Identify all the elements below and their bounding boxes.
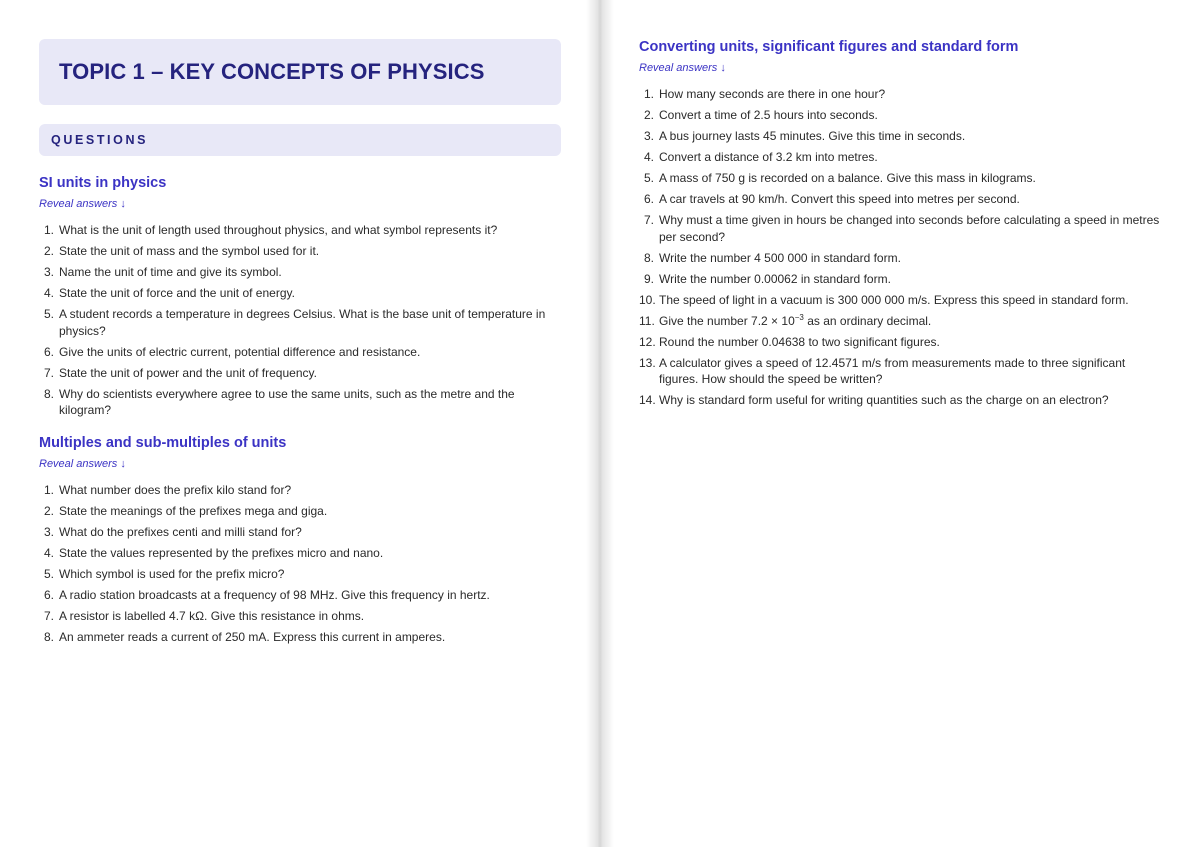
reveal-answers-link[interactable]: Reveal answers ↓ bbox=[639, 62, 726, 74]
question-item bbox=[639, 392, 1161, 409]
question-number: 3. bbox=[43, 265, 54, 279]
question-item bbox=[39, 264, 561, 281]
question-number: 5. bbox=[43, 566, 54, 581]
question-text: What do the prefixes centi and milli stand for? bbox=[59, 524, 302, 539]
question-number: 1. bbox=[43, 482, 54, 497]
section-heading: SI units in physics bbox=[39, 175, 167, 191]
question-text: State the unit of power and the unit of frequency. bbox=[59, 365, 317, 380]
question-number: 10. bbox=[639, 292, 656, 307]
question-number: 11. bbox=[639, 313, 655, 328]
question-text: Convert a time of 2.5 hours into seconds. bbox=[659, 108, 878, 122]
topic-title: TOPIC 1 – KEY CONCEPTS OF PHYSICS bbox=[59, 59, 485, 84]
reveal-answers-link[interactable]: Reveal answers ↓ bbox=[39, 198, 126, 210]
question-text: An ammeter reads a current of 250 mA. Express this current in amperes. bbox=[59, 629, 446, 644]
question-item bbox=[39, 566, 561, 583]
question-number: 6. bbox=[43, 587, 54, 602]
question-item bbox=[39, 482, 561, 499]
section-heading: Converting units, significant figures and standard form bbox=[639, 39, 1019, 55]
question-item bbox=[39, 524, 561, 541]
question-item bbox=[39, 285, 561, 302]
question-list bbox=[639, 86, 1161, 409]
question-text: Why is standard form useful for writing quantities such as the charge on an electron? bbox=[659, 393, 1109, 407]
question-item bbox=[639, 334, 1161, 351]
question-number: 14. bbox=[639, 393, 656, 407]
question-number: 2. bbox=[43, 244, 54, 258]
question-text: Write the number 4 500 000 in standard form. bbox=[659, 250, 901, 265]
question-number: 4. bbox=[43, 286, 54, 300]
question-number: 8. bbox=[643, 250, 654, 265]
questions-banner bbox=[39, 124, 561, 156]
question-list bbox=[39, 222, 561, 419]
question-text: Which symbol is used for the prefix micro? bbox=[59, 566, 285, 581]
section-multiples bbox=[39, 435, 561, 646]
question-text: What is the unit of length used throughout physics, and what symbol represents it? bbox=[59, 223, 498, 237]
question-text-part: as an ordinary decimal. bbox=[803, 313, 932, 328]
section-si-units bbox=[39, 175, 561, 419]
question-text: Name the unit of time and give its symbol. bbox=[59, 265, 282, 279]
question-item bbox=[639, 212, 1161, 245]
question-number: 7. bbox=[643, 213, 654, 227]
questions-label: QUESTIONS bbox=[51, 133, 149, 147]
question-text: A resistor is labelled 4.7 kΩ. Give this resistance in ohms. bbox=[59, 608, 365, 623]
question-text: Write the number 0.00062 in standard form. bbox=[659, 271, 891, 286]
question-item bbox=[639, 292, 1161, 309]
question-list bbox=[39, 482, 561, 646]
question-item bbox=[39, 243, 561, 260]
question-text: A bus journey lasts 45 minutes. Give this time in seconds. bbox=[659, 129, 966, 143]
question-number: 12. bbox=[639, 334, 656, 349]
question-number: 4. bbox=[43, 545, 54, 560]
question-number: 2. bbox=[643, 108, 654, 122]
question-text-part: Give the number 7.2 × 10 bbox=[659, 313, 795, 328]
question-text: A calculator gives a speed of 12.4571 m/s from measurements made to three significant figures. How should the speed be written? bbox=[659, 355, 1126, 386]
question-text: Convert a distance of 3.2 km into metres. bbox=[659, 150, 878, 164]
reveal-answers-link[interactable]: Reveal answers ↓ bbox=[39, 457, 126, 470]
question-number: 7. bbox=[43, 608, 54, 623]
section-heading: Multiples and sub-multiples of units bbox=[39, 434, 287, 451]
question-item bbox=[39, 587, 561, 604]
question-text: What number does the prefix kilo stand for? bbox=[59, 482, 292, 497]
question-text: Why do scientists everywhere agree to use the same units, such as the metre and the kilogram? bbox=[59, 386, 515, 417]
question-text: A mass of 750 g is recorded on a balance. Give this mass in kilograms. bbox=[659, 171, 1036, 185]
question-item bbox=[39, 344, 561, 361]
question-number: 2. bbox=[43, 503, 54, 518]
question-item bbox=[39, 545, 561, 562]
question-number: 5. bbox=[43, 307, 54, 321]
question-item bbox=[639, 271, 1161, 288]
question-number: 1. bbox=[43, 223, 54, 237]
topic-title-box bbox=[39, 39, 561, 105]
question-item bbox=[639, 107, 1161, 124]
question-number: 7. bbox=[43, 365, 54, 380]
question-text: The speed of light in a vacuum is 300 000 000 m/s. Express this speed in standard form. bbox=[659, 292, 1129, 307]
question-text: State the unit of force and the unit of energy. bbox=[59, 286, 295, 300]
question-item bbox=[39, 306, 561, 339]
right-page bbox=[600, 0, 1200, 847]
question-text: State the unit of mass and the symbol used for it. bbox=[59, 244, 320, 258]
question-item bbox=[39, 503, 561, 520]
question-number: 6. bbox=[643, 192, 654, 206]
question-text: Round the number 0.04638 to two significant figures. bbox=[659, 334, 940, 349]
question-item bbox=[639, 355, 1161, 388]
question-item bbox=[639, 170, 1161, 187]
question-number: 5. bbox=[643, 171, 654, 185]
question-item bbox=[39, 386, 561, 419]
question-text bbox=[659, 313, 1161, 330]
question-number: 8. bbox=[43, 629, 54, 644]
question-text: How many seconds are there in one hour? bbox=[659, 87, 886, 101]
question-item bbox=[639, 149, 1161, 166]
question-number: 9. bbox=[643, 271, 654, 286]
question-text: State the values represented by the prefixes micro and nano. bbox=[59, 545, 384, 560]
question-text: Give the units of electric current, potential difference and resistance. bbox=[59, 344, 421, 359]
question-item bbox=[39, 629, 561, 646]
question-item bbox=[639, 191, 1161, 208]
question-item bbox=[639, 86, 1161, 103]
question-item bbox=[39, 222, 561, 239]
question-item bbox=[39, 608, 561, 625]
question-item bbox=[639, 313, 1161, 330]
question-text: Why must a time given in hours be changed into seconds before calculating a speed in metres per second? bbox=[659, 213, 1160, 244]
question-item bbox=[39, 365, 561, 382]
question-number: 8. bbox=[43, 386, 54, 401]
exponent: −3 bbox=[794, 312, 804, 322]
question-number: 4. bbox=[643, 150, 654, 164]
question-text: A radio station broadcasts at a frequency of 98 MHz. Give this frequency in hertz. bbox=[59, 587, 490, 602]
question-number: 13. bbox=[639, 355, 656, 370]
question-item bbox=[639, 128, 1161, 145]
section-converting-units bbox=[639, 39, 1161, 409]
question-text: A car travels at 90 km/h. Convert this speed into metres per second. bbox=[659, 192, 1020, 206]
question-number: 3. bbox=[43, 524, 54, 539]
question-number: 3. bbox=[643, 129, 654, 143]
question-text: A student records a temperature in degrees Celsius. What is the base unit of temperature in physics? bbox=[59, 307, 546, 338]
question-item bbox=[639, 250, 1161, 267]
question-text: State the meanings of the prefixes mega and giga. bbox=[59, 503, 328, 518]
question-number: 1. bbox=[643, 87, 654, 101]
question-number: 6. bbox=[43, 344, 54, 359]
